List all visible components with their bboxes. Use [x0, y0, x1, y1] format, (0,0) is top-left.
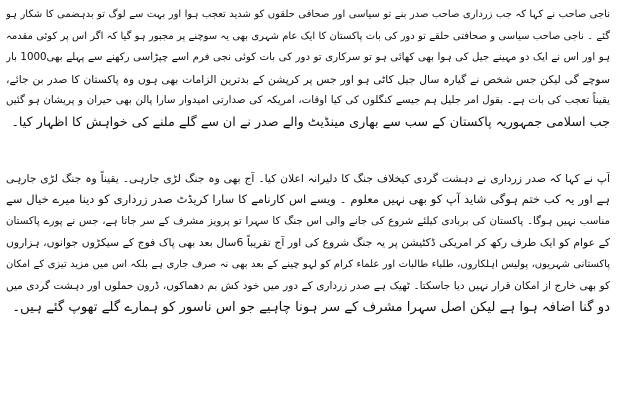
text-line: یقیناً تعجب کی بات ہے۔ بقول امر جلیل ہم جیسے کنگلوں کی کیا اوقات، امریکہ کی صدارتی امیدوار سارا پالن بھی حیران و پریشان ہو گئیں [6, 94, 610, 107]
text-line: کو بھی خارج از امکان قرار نہیں دیا جاسکتا۔ ٹھیک ہے صدر زرداری کے دور میں خود کش بم دھماکوں، ڈرون حملوں اور دہشت گردی میں [6, 279, 610, 292]
paragraph-2 [6, 168, 610, 319]
article-body [6, 4, 610, 408]
text-line: گئے ۔ ناجی صاحب سیاسی و صحافتی حلقے تو دور کی بات پاکستان کا ایک عام شہری بھی یہ سوچنے پر مجبور ہو گیا کہ اگر اس پر کوئی مقدمہ [6, 30, 610, 42]
paragraph-1 [6, 4, 610, 134]
text-line: کے عوام کو ایک طرف رکھ کر امریکی ڈکٹیشن پر یہ جنگ شروع کی اور آج تقریباً 6سال بعد بھی پاک فوج کے سیکڑوں جوانوں، ہزاروں [6, 236, 610, 250]
text-line: ہے اور یہ کب ختم ہوگی شاید آپ کو بھی نہیں معلوم ۔ ویسے اس کارنامے کا سارا کریڈٹ صدر زرداری کو دینا میرے خیال سے [6, 192, 610, 207]
text-line: ناجی صاحب نے کہا کہ جب زرداری صاحب صدر بنے تو سیاسی اور صحافی حلقوں کو شدید تعجب ہوا اور بہت سے لوگ تو بدہضمی کا شکار ہو [6, 9, 610, 20]
text-line: مناسب نہیں ہوگا۔ پاکستان کی بربادی کیلئے شروع کی جانے والی اس جنگ کا سہرا تو پرویز مشرف کے سر جاتا ہے، جس نے پورے پاکستان [6, 214, 610, 227]
text-line: آپ نے کہا کہ صدر زرداری نے دہشت گردی کیخلاف جنگ کا دلیرانہ اعلان کیا۔ آج بھی وہ جنگ لڑی جارہی۔ یقیناً وہ جنگ لڑی جارہی [6, 171, 610, 185]
text-line: جب اسلامی جمہوریہ پاکستان کے سب سے بھاری مینڈیٹ والے صدر نے ان سے گلے ملنے کی خواہش کا اظہار کیا۔ [11, 114, 610, 130]
text-line: سوچے گی لیکن جس شخص نے گیارہ سال جیل کاٹی ہو اور جس پر کرپشن کے بدترین الزامات بھی ہوں وہ پاکستان کا صدر بن جائے، [6, 72, 610, 86]
text-line: دو گنا اضافہ ہوا ہے لیکن اصل سہرا مشرف کے سر ہونا چاہیے جو اس ناسور کو ہمارے گلے تھوپ گئے ہیں۔ [12, 300, 610, 316]
text-line: ہو اور اس نے ایک دو مہینے جیل کی ہوا بھی کھائی ہو تو سرکاری تو دور کی بات کوئی نجی فرم اسے چپڑاسی رکھنے سے پہلے بھی1000 بار [6, 51, 610, 64]
paragraph-spacer [6, 134, 610, 168]
text-line: پاکستانی شہریوں، پولیس اہلکاروں، طلباء طالبات اور علماء کرام کو لہو چینے کے بعد بھی نہ صرف جاری ہے بلکہ اس میں مزید تیزی کے امکان [6, 258, 610, 270]
